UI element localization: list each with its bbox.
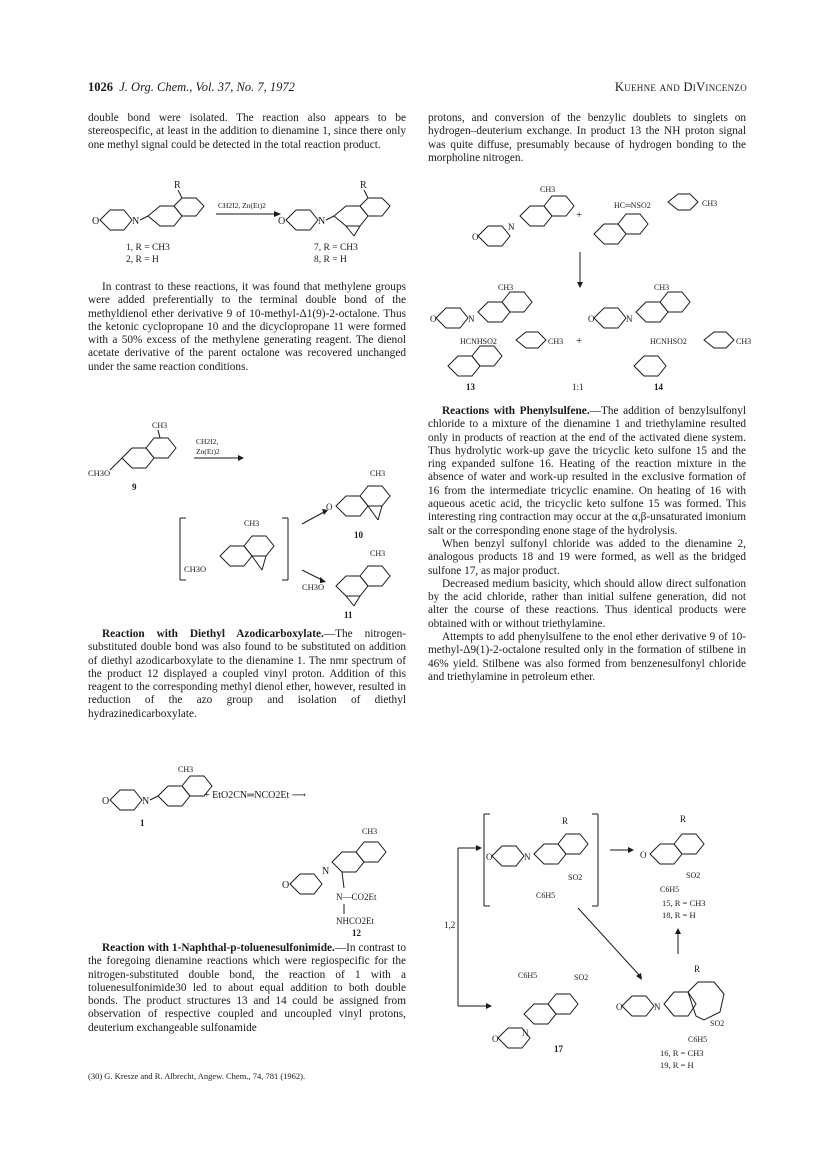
svg-text:N: N [524,852,531,862]
svg-text:7, R = CH3: 7, R = CH3 [314,243,358,253]
svg-text:CH3: CH3 [370,549,386,558]
scheme-cyclopropanation [88,180,406,275]
svg-text:15, R = CH3: 15, R = CH3 [662,898,706,908]
svg-text:1,2: 1,2 [444,920,456,930]
svg-text:CH3: CH3 [498,283,514,292]
svg-text:O: O [472,232,479,242]
svg-text:11: 11 [344,610,353,620]
svg-text:C6H5: C6H5 [688,1035,708,1044]
svg-text:+: + [576,335,583,347]
scheme-azodicarboxylate [100,764,406,936]
svg-text:O: O [616,1002,623,1012]
svg-text:R: R [174,180,181,191]
svg-text:CH3O: CH3O [184,564,207,574]
svg-text:12: 12 [352,928,361,938]
svg-text:13: 13 [466,382,475,392]
svg-text:CH3O: CH3O [88,468,111,478]
svg-text:HC═NSO2: HC═NSO2 [614,201,651,210]
svg-text:O: O [282,880,290,891]
svg-text:N: N [318,216,326,227]
svg-text:CH2I2, Zn(Et)2: CH2I2, Zn(Et)2 [218,201,266,210]
section-heading-naphthal: Reaction with 1-Naphthal-p-toluenesulfonimide. [102,942,335,954]
right-paragraph-3: When benzyl sulfonyl chloride was added to the dienamine 2, analogous products 18 and 19 were formed, as well as the bridged sulfone 17, as major product. [428,537,746,577]
svg-text:N: N [654,1002,661,1012]
svg-text:N: N [132,216,140,227]
svg-text:10: 10 [354,530,363,540]
svg-text:1:1: 1:1 [572,382,584,392]
svg-text:R: R [360,180,367,191]
svg-text:CH3: CH3 [178,765,194,774]
svg-text:18, R = H: 18, R = H [662,910,696,920]
svg-text:+: + [576,209,583,221]
svg-text:C6H5: C6H5 [536,891,556,900]
svg-text:N: N [468,314,475,324]
svg-text:N: N [142,796,150,807]
svg-text:N: N [322,866,330,877]
svg-text:O: O [326,502,333,512]
svg-text:CH3: CH3 [548,337,564,346]
svg-text:C6H5: C6H5 [660,885,680,894]
svg-text:O: O [640,850,647,860]
right-paragraph-1: protons, and conversion of the benzylic doublets to singlets on hydrogen–deuterium exchange. In product 13 the NH proton signal was quite diffuse, presumably because of hydrogen bonding to the morpholine nitrogen. [428,112,746,164]
section-heading-phenylsulfene: Reactions with Phenylsulfene. [442,405,590,417]
svg-text:1, R = CH3: 1, R = CH3 [126,243,170,253]
svg-text:14: 14 [654,382,663,392]
svg-text:N—CO2Et: N—CO2Et [336,892,377,902]
svg-text:CH2I2,: CH2I2, [196,437,219,446]
journal-citation: J. Org. Chem., Vol. 37, No. 7, 1972 [119,80,295,94]
svg-text:1: 1 [140,818,145,828]
right-paragraph-4: Decreased medium basicity, which should allow direct sulfonation by the acid chloride, rather than initial sulfene generation, did not alter the course of these reactions. Thus identical products were obtained with or without triethylamine. [428,577,746,630]
scheme-naphthal-sulfonimide [428,182,752,396]
svg-text:CH3: CH3 [370,469,386,478]
svg-text:2, R = H: 2, R = H [126,255,159,265]
svg-text:CH3: CH3 [702,199,718,208]
svg-text:O: O [430,314,437,324]
svg-text:NHCO2Et: NHCO2Et [336,916,374,926]
svg-text:19, R = H: 19, R = H [660,1060,694,1070]
svg-text:O: O [492,1034,499,1044]
svg-text:HCNHSO2: HCNHSO2 [650,337,687,346]
left-section-naphthal: Reaction with 1-Naphthal-p-toluenesulfonimide.—In contrast to the foregoing dienamine reactions which were regiospecific for the nitrogen-substituted double bond, the reaction of 1 with a toluenesulfonimide30 led to about equal addition to both double bonds. The product structures 13 and 14 could be assigned from observation of respective coupled and uncoupled vinyl protons, deuterium exchangeable sulfonamide [88,942,407,1034]
svg-text:9: 9 [132,482,137,492]
svg-text:+ EtO2CN═NCO2Et ⟶: + EtO2CN═NCO2Et ⟶ [204,790,307,801]
scheme-methyldienol-ether [88,420,406,620]
right-section-phenylsulfene: Reactions with Phenylsulfene.—The addition of benzylsulfonyl chloride to a mixture of the dienamine 1 and triethylamine resulted only in products of reaction at the end of the activated diene system. Thus hydrolytic work-up gave the tricyclic keto sulfone 15 and the ring expanded sulfone 16. Heating of the reaction mixture in the absence of water and work-up resulted in the exclusive formation of 16 from the intermediate tricyclic enamine. On heating of 16 with aqueous acetic acid, the tricyclic keto sulfone 15 was formed. This interesting ring contraction may occur at the α,β-unsaturated imonium salt or the corresponding enone stage of the hydrolysis. When benzyl sulfonyl chloride was added to the dienamine 2, analogous products 18 and 19 were formed, as well as the bridged sulfone 17, as major product. Decreased medium basicity, which should allow direct sulfonation by the acid chloride, rather than initial sulfene generation, did not alter the course of these reactions. Thus identical products were obtained with or without triethylamine. Attempts to add phenylsulfene to the enol ether derivative 9 of 10-methyl-Δ9(1)-2-octalone resulted only in the formation of stilbene in 46% yield. Stilbene was also formed from benzenesulfonyl chloride and triethylamine in petroleum ether. [428,405,746,683]
svg-text:R: R [562,816,569,826]
svg-text:CH3: CH3 [540,185,556,194]
svg-text:O: O [278,216,286,227]
left-paragraph-1: double bond were isolated. The reaction also appears to be stereospecific, at least in the addition to dienamine 1, since there only one methyl signal could be detected in the total reaction product. [88,112,406,151]
svg-text:CH3: CH3 [244,519,260,528]
svg-text:R: R [694,964,701,974]
svg-text:CH3O: CH3O [302,582,325,592]
svg-text:N: N [522,1028,529,1038]
svg-text:N: N [626,314,633,324]
running-header-authors: Kuehne and DiVincenzo [614,80,747,94]
svg-text:N: N [508,222,515,232]
svg-text:CH3: CH3 [736,337,752,346]
svg-text:R: R [680,814,687,824]
svg-text:CH3: CH3 [654,283,670,292]
svg-text:SO2: SO2 [574,973,589,982]
left-section-azodicarboxylate: Reaction with Diethyl Azodicarboxylate.—The nitrogen-substituted double bond was also found to be substituted on addition of diethyl azodicarboxylate to the dienamine 1. The nmr spectrum of the product 12 displayed a coupled vinyl proton. Addition of this reagent to the corresponding methyl dienol ether, however, resulted in reduction of the azo group and isolation of diethyl hydrazinedicarboxylate. [88,628,406,720]
running-header-left [88,80,295,95]
svg-text:O: O [92,216,100,227]
svg-text:Zn(Et)2: Zn(Et)2 [196,447,220,456]
svg-text:SO2: SO2 [568,873,583,882]
right-paragraph-5: Attempts to add phenylsulfene to the enol ether derivative 9 of 10-methyl-Δ9(1)-2-octalone resulted only in the formation of stilbene in 46% yield. Stilbene was also formed from benzenesulfonyl chloride and triethylamine in petroleum ether. [428,631,746,683]
svg-text:C6H5: C6H5 [518,971,538,980]
svg-text:16, R = CH3: 16, R = CH3 [660,1048,704,1058]
svg-text:CH3: CH3 [362,827,378,836]
svg-text:O: O [102,796,110,807]
svg-text:CH3: CH3 [152,421,168,430]
svg-text:SO2: SO2 [686,871,701,880]
svg-text:SO2: SO2 [710,1019,725,1028]
svg-text:O: O [486,852,493,862]
page-number: 1026 [88,80,113,94]
scheme-phenylsulfene [428,808,746,1070]
svg-text:HCNHSO2: HCNHSO2 [460,337,497,346]
footnote-30: (30) G. Kresze and R. Albrecht, Angew. Chem., 74, 781 (1962). [88,1071,306,1081]
svg-text:O: O [588,314,595,324]
svg-text:8, R = H: 8, R = H [314,255,347,265]
left-paragraph-2: In contrast to these reactions, it was found that methylene groups were added preferentially to the terminal double bond of the methyldienol ether derivative 9 of 10-methyl-Δ1(9)-2-octalone. Thus the ketonic cyclopropane 10 and the dicyclopropane 11 were formed with a 50% excess of the methylene generating reagent. The dienol acetate derivative of the parent octalone was recovered unchanged under the same reaction conditions. [88,281,406,373]
svg-text:17: 17 [554,1044,563,1054]
section-heading-azodicarboxylate: Reaction with Diethyl Azodicarboxylate. [102,628,324,640]
